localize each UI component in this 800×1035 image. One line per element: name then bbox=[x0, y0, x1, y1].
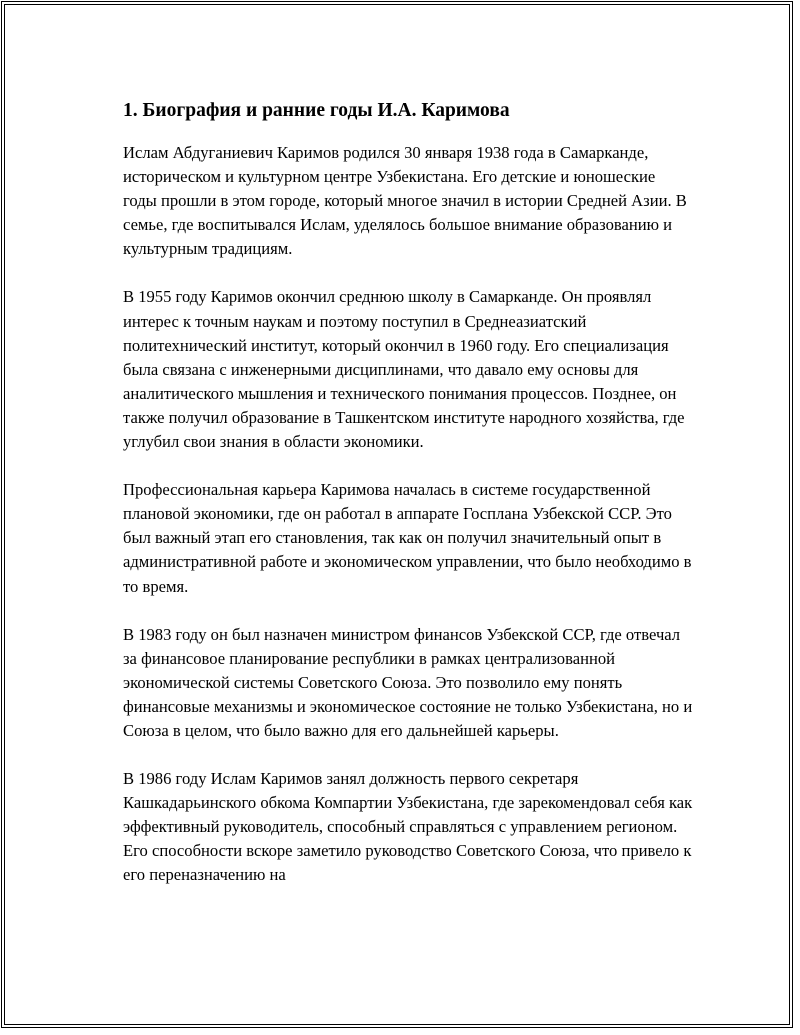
paragraph-career-start: Профессиональная карьера Каримова началась в системе государственной плановой экономики, где он работал в аппарате Госплана Узбекской ССР. Это был важный этап его становления, так как он получил значительный опыт в административной работе и экономическом управлении, что было необходимо в то время. bbox=[123, 480, 692, 596]
document-body bbox=[123, 97, 693, 888]
paragraph-birth: Ислам Абдуганиевич Каримов родился 30 января 1938 года в Самарканде, историческом и культурном центре Узбекистана. Его детские и юношеские годы прошли в этом городе, который многое значил в истории Средней Азии. В семье, где воспитывался Ислам, уделялось большое внимание образованию и культурным традициям. bbox=[123, 143, 687, 259]
section-title: 1. Биография и ранние годы И.А. Каримова bbox=[123, 100, 510, 121]
paragraph-finance-minister: В 1983 году он был назначен министром финансов Узбекской ССР, где отвечал за финансовое планирование республики в рамках централизованной экономической системы Советского Союза. Это позволило ему понять финансовые механизмы и экономическое состояние не только Узбекистана, но и Союза в целом, что было важно для его дальнейшей карьеры. bbox=[123, 624, 693, 740]
paragraph-party-secretary: В 1986 году Ислам Каримов занял должность первого секретаря Кашкадарьинского обкома Компартии Узбекистана, где зарекомендовал себя как эффективный руководитель, способный справляться с управлением регионом. Его способности вскоре заметило руководство Советского Союза, что привело к его переназначению на bbox=[123, 769, 693, 885]
paragraph-education: В 1955 году Каримов окончил среднюю школу в Самарканде. Он проявлял интерес к точным наукам и поэтому поступил в Среднеазиатский политехнический институт, который окончил в 1960 году. Его специализация была связана с инженерными дисциплинами, что давало ему основы для аналитического мышления и технического понимания процессов. Позднее, он также получил образование в Ташкентском институте народного хозяйства, где углубил свои знания в области экономики. bbox=[123, 287, 685, 452]
page-frame bbox=[1, 1, 793, 1028]
